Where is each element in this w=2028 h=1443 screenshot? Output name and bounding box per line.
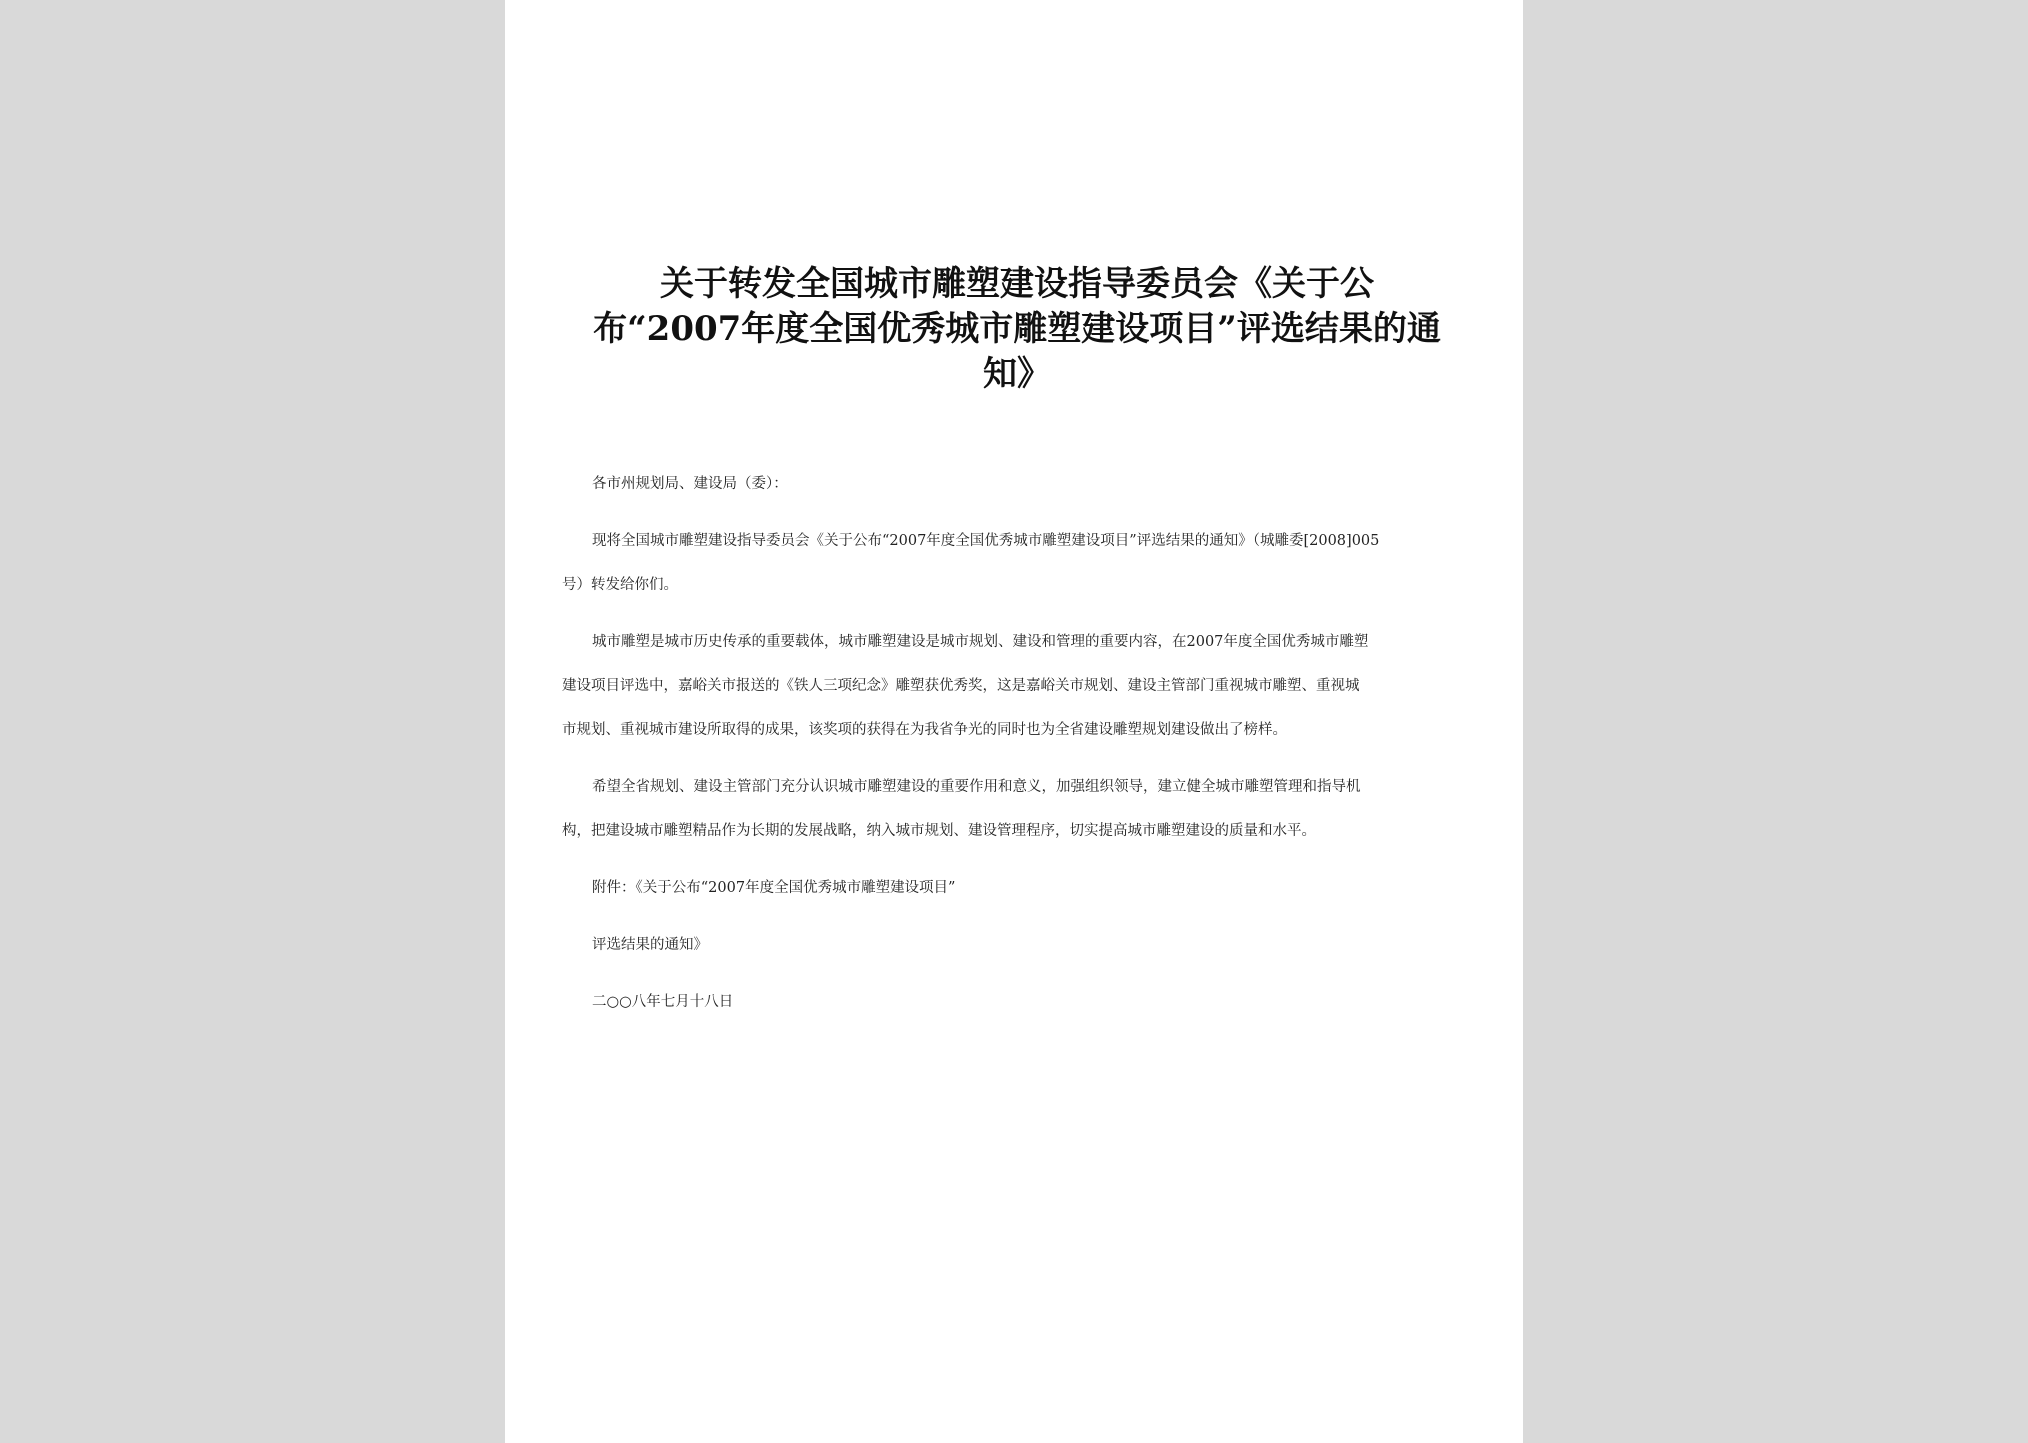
paragraph-sculpture-importance [562,620,1472,752]
document-body [562,462,1472,1024]
paragraph-line: 希望全省规划、建设主管部门充分认识城市雕塑建设的重要作用和意义，加强组织领导，建立健全城市雕塑管理和指导机 [592,779,1361,795]
paragraph-line: 构，把建设城市雕塑精品作为长期的发展战略，纳入城市规划、建设管理程序，切实提高城市雕塑建设的质量和水平。 [562,823,1316,839]
title-line-2: 布“2007年度全国优秀城市雕塑建设项目”评选结果的通 [593,309,1441,349]
paragraph-line: 号）转发给你们。 [562,577,678,593]
title-line-3: 知》 [983,354,1051,394]
paragraph-line: 建设项目评选中，嘉峪关市报送的《铁人三项纪念》雕塑获优秀奖，这是嘉峪关市规划、建设主管部门重视城市雕塑、重视城 [562,678,1360,694]
document-title [567,262,1467,397]
paragraph-line: 市规划、重视城市建设所取得的成果，该奖项的获得在为我省争光的同时也为全省建设雕塑规划建设做出了榜样。 [562,722,1287,738]
paragraph-expectations [562,765,1472,853]
paragraph-forward-notice [562,519,1472,607]
paragraph-line: 城市雕塑是城市历史传承的重要载体，城市雕塑建设是城市规划、建设和管理的重要内容，在2007年度全国优秀城市雕塑 [592,634,1369,650]
document-date: 二○○八年七月十八日 [592,994,734,1010]
attachment-line-continued: 评选结果的通知》 [592,937,708,953]
salutation: 各市州规划局、建设局（委）： [592,476,788,492]
paragraph-line: 现将全国城市雕塑建设指导委员会《关于公布“2007年度全国优秀城市雕塑建设项目”评选结果的通知》（城雕委[2008]005 [592,533,1380,549]
document-page [505,0,1523,1443]
title-line-1: 关于转发全国城市雕塑建设指导委员会《关于公 [660,264,1374,304]
attachment-line: 附件：《关于公布“2007年度全国优秀城市雕塑建设项目” [592,880,956,896]
